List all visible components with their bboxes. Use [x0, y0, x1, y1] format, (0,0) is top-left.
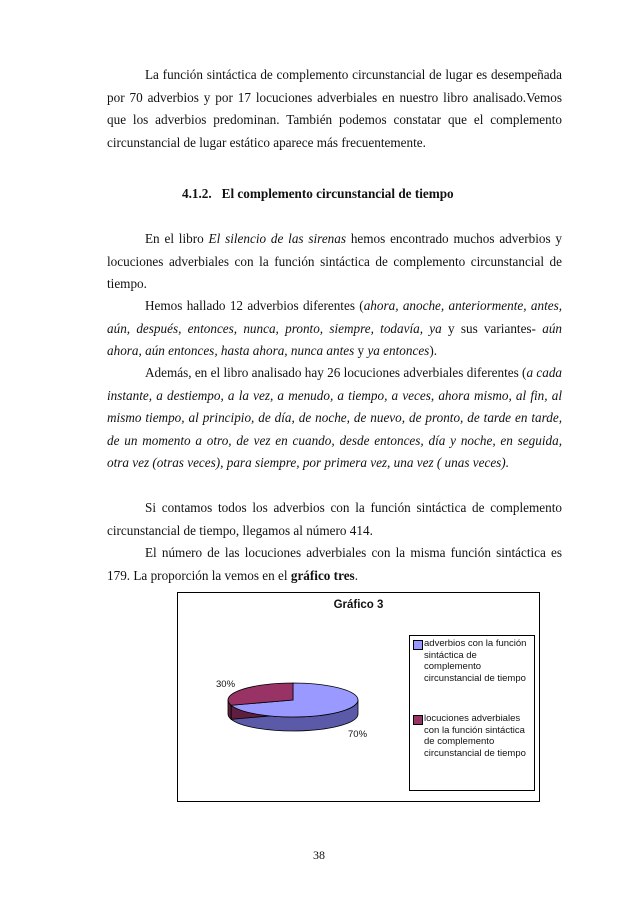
paragraph-lugar-text: La función sintáctica de complemento circunstancial de lugar es desempeñada por 70 adverbios y por 17 locuciones adverbiales en nuestro libro analisado.Vemos que los adverbios predominan. También podemos constatar que el complemento circunstancial de lugar estático aparece más frecuentemente.	[107, 67, 562, 150]
paragraph-lugar	[107, 64, 562, 154]
variant-list: ya entonces	[367, 343, 430, 358]
text-run: .	[354, 567, 358, 583]
chart-container	[177, 592, 540, 802]
text-run: hemos encontrado muchos adverbios y locuciones adverbiales con la función sintáctica de complemento circunstancial de tiempo.	[107, 231, 562, 291]
text-run: y	[354, 343, 368, 358]
paragraph-proporcion	[107, 542, 562, 587]
pie-chart	[178, 593, 408, 801]
legend-label-locuciones: locuciones adverbiales con la función sintáctica de complemento circunstancial de tiempo	[424, 713, 526, 759]
chart-reference: gráfico tres	[290, 567, 355, 583]
legend-swatch-adverbios	[413, 640, 423, 650]
text-run: Hemos hallado 12 adverbios diferentes (	[145, 298, 364, 313]
section-number: 4.1.2.	[182, 186, 212, 201]
text-run: ).	[429, 343, 438, 358]
adverb-list: ahora, anoche, anteriormente, antes, aún, después, entonces, nunca, pronto, siempre, todavía, ya	[107, 298, 563, 336]
text-run: Además, en el libro analisado hay 26 locuciones adverbiales diferentes (	[145, 365, 527, 380]
page-number: 38	[313, 848, 325, 862]
text-run: y sus variantes-	[441, 320, 543, 336]
paragraph-adverbios	[107, 295, 562, 363]
variant-list: aún ahora, aún entonces, hasta ahora, nunca antes	[107, 320, 562, 358]
section-heading	[182, 186, 454, 202]
paragraph-count	[107, 497, 562, 542]
legend-label-adverbios: adverbios con la función sintáctica de complemento circunstancial de tiempo	[424, 638, 527, 684]
section-title: El complemento circunstancial de tiempo	[221, 186, 454, 201]
chart-title: Gráfico 3	[333, 599, 384, 611]
paragraph-locuciones	[107, 362, 562, 475]
pie-label-locuciones: 30%	[216, 679, 236, 690]
locution-list: a cada instante, a destiempo, a la vez, a menudo, a tiempo, a veces, ahora mismo, al fin, al mismo tiempo, al principio, de día, de noche, de nuevo, de pronto, de tarde en tarde, de un momento a otro, de vez en cuando, desde entonces, día y noche, en seguida, otra vez (otras veces), para siempre, por primera vez, una vez ( unas veces).	[107, 365, 563, 470]
legend-swatch-locuciones	[413, 715, 423, 725]
text-run: En el libro	[145, 231, 209, 246]
text-run: Si contamos todos los adverbios con la función sintáctica de complemento circunstancial de tiempo, llegamos al número 414.	[107, 500, 562, 538]
book-title: El silencio de las sirenas	[208, 231, 346, 246]
chart-legend	[409, 635, 535, 791]
text-run: El número de las locuciones adverbiales con la misma función sintáctica es 179. La proporción la vemos en el	[107, 545, 562, 583]
pie-label-adverbios: 70%	[348, 729, 368, 740]
paragraph-libro	[107, 228, 562, 296]
